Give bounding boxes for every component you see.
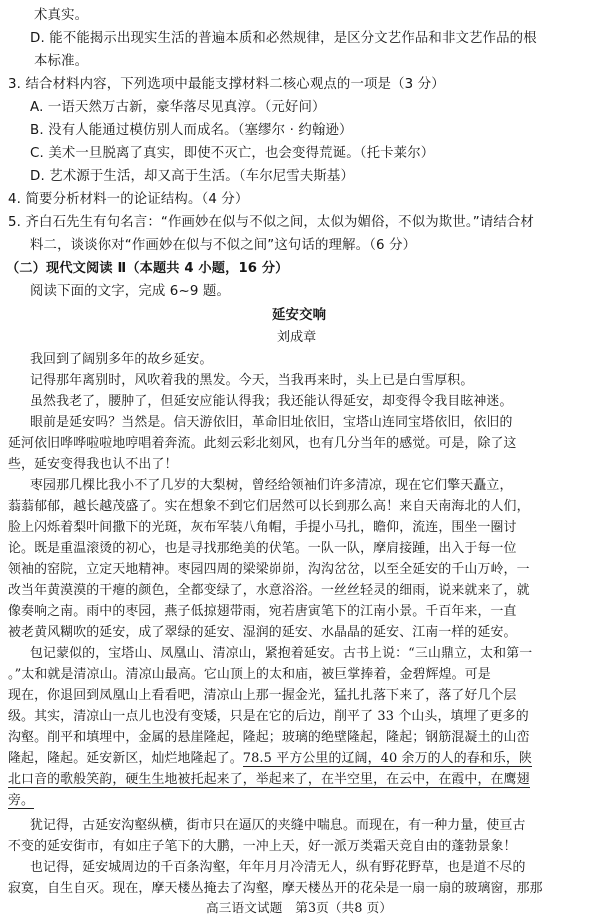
article-paragraph-line: 领袖的窑院，立定天地精神。枣园四周的梁梁峁峁，沟沟岔岔，以至全延安的千山万岭，一 (8, 562, 530, 577)
article-paragraph-line: 眼前是延安吗？当然是。信天游依旧，革命旧址依旧，宝塔山连同宝塔依旧，依旧的 (30, 415, 513, 430)
section-instruction: 阅读下面的文字，完成 6~9 题。 (30, 284, 231, 299)
article-paragraph-line: 像奏响之南。雨中的枣园，燕子低掠翅带雨，宛若唐寅笔下的江南小景。千百年来，一直 (8, 604, 517, 619)
question-3-option-b: B. 没有人能通过模仿别人而成名。（塞缪尔 · 约翰逊） (30, 123, 353, 138)
article-paragraph-line: 延河依旧哗哗啦啦地哼唱着奔流。此刻云彩北刻风，也有几分当年的感觉。可是，除了这 (8, 436, 517, 451)
underlined-text: 北口音的歌般笑韵，硬生生地被托起来了，举起来了，在半空里，在云中，在霞中，在鹰翅 (8, 772, 530, 787)
option-d-line-cont: 本标准。 (34, 54, 89, 69)
article-paragraph-line: 不变的延安街市，有如庄子笔下的大鹏，一冲上天，好一派万类霜天竞自由的蓬勃景象！ (8, 839, 517, 854)
article-text: 隆起，隆起。延安新区，灿烂地隆起了。 (8, 751, 243, 766)
question-4-stem: 4. 简要分析材料一的论证结构。（4 分） (8, 192, 249, 207)
article-paragraph-line: 我回到了阔别多年的故乡延安。 (30, 352, 213, 367)
article-paragraph-line: 论。既是重温滚烫的初心，也是寻找那绝美的伏笔。一队一队，摩肩接踵，出入于每一位 (8, 541, 517, 556)
article-paragraph-line: 沟壑。削平和填埋中，金属的悬崖隆起，隆起；玻璃的绝壁隆起，隆起；钢筋混凝土的山峦 (8, 730, 530, 745)
option-d-line: D. 能不能揭示出现实生活的普遍本质和必然规律，是区分文艺作品和非文艺作品的根 (30, 31, 537, 46)
underlined-text: 78.5 平方公里的辽阔，40 余万的人的春和乐，陕 (242, 751, 532, 766)
article-paragraph-line: 也记得，延安城周边的千百条沟壑，年年月月冷清无人，纵有野花野草，也是道不尽的 (30, 860, 526, 875)
article-paragraph-line: 脸上闪烁着梨叶间撒下的光斑，灰布军装八角帽，手提小马扎，瞻仰，流连，围坐一圈讨 (8, 520, 517, 535)
question-5-line-1: 5. 齐白石先生有句名言：“作画妙在似与不似之间，太似为媚俗，不似为欺世。”请结合材 (8, 215, 534, 230)
page-footer: 高三语文试题 第3页（共8 页） (206, 900, 393, 915)
article-paragraph-line: 记得那年离别时，风吹着我的黑发。今天，当我再来时，头上已是白雪厚积。 (30, 373, 474, 388)
option-text: 术真实。 (34, 8, 89, 23)
article-paragraph-line: 蓊蓊郁郁，越长越茂盛了。实在想象不到它们居然可以长到那么高！来自天南海北的人们， (8, 499, 530, 514)
article-paragraph-line: 被老黄风糊吹的延安，成了翠绿的延安、湿润的延安、水晶晶的延安、江南一样的延安。 (8, 625, 517, 640)
question-3-option-a: A. 一语天然万古新，豪华落尽见真淳。（元好问） (30, 100, 326, 115)
question-5-line-2: 料二，谈谈你对“作画妙在似与不似之间”这句话的理解。（6 分） (30, 238, 417, 253)
section-heading: （二）现代文阅读 Ⅱ（本题共 4 小题，16 分） (6, 261, 289, 276)
article-title: 延安交响 (272, 308, 327, 323)
underlined-text: 旁。 (8, 793, 35, 808)
article-paragraph-line: 包记蒙似的，宝塔山、凤凰山、清凉山，紧抱着延安。古书上说：“三山鼎立，太和第一 (30, 646, 533, 661)
article-paragraph-line (8, 770, 530, 790)
article-paragraph-line: 现在，你退回到凤凰山上看看吧，清凉山上那一握金光，猛扎扎落下来了，落了好几个层 (8, 688, 517, 703)
question-3-option-c: C. 美术一旦脱离了真实，即使不灭亡，也会变得荒诞。（托卡莱尔） (30, 146, 435, 161)
article-paragraph-line: 些，延安变得我也认不出了！ (8, 457, 178, 472)
article-paragraph-line: 改当年黄漠漠的干瘪的颜色，全都变绿了，水意浴浴。一丝丝轻灵的细雨，说来就来了，就 (8, 583, 530, 598)
article-paragraph-line (8, 749, 532, 769)
article-paragraph-line: 级。其实，清凉山一点儿也没有变矮，只是在它的后边，削平了 33 个山头，填埋了更多的 (8, 709, 529, 724)
article-author: 刘成章 (277, 330, 317, 345)
question-3-stem: 3. 结合材料内容，下列选项中最能支撑材料二核心观点的一项是（3 分） (8, 77, 445, 92)
article-paragraph-line: 枣园那几棵比我小不了几岁的大梨树，曾经给领袖们许多清凉，现在它们擎天矗立， (30, 478, 513, 493)
article-paragraph-line: 虽然我老了，腰肿了，但延安应能认得我；我还能认得延安，却变得令我目眩神迷。 (30, 394, 513, 409)
article-paragraph-line: 。”太和就是清凉山。清凉山最高。它山顶上的太和庙，被巨掌捧着，金碧辉煌。可是 (8, 667, 491, 682)
article-paragraph-line: 犹记得，古延安沟壑纵横，街市只在逼仄的夹缝中喘息。而现在，有一种力量，使亘古 (30, 818, 526, 833)
article-paragraph-line (8, 791, 34, 811)
question-3-option-d: D. 艺术源于生活，却又高于生活。（车尔尼雪夫斯基） (30, 169, 355, 184)
article-paragraph-line: 寂寞，自生自灭。现在，摩天楼丛掩去了沟壑，摩天楼丛开的花朵是一扇一扇的玻璃窗，那那 (8, 881, 543, 896)
